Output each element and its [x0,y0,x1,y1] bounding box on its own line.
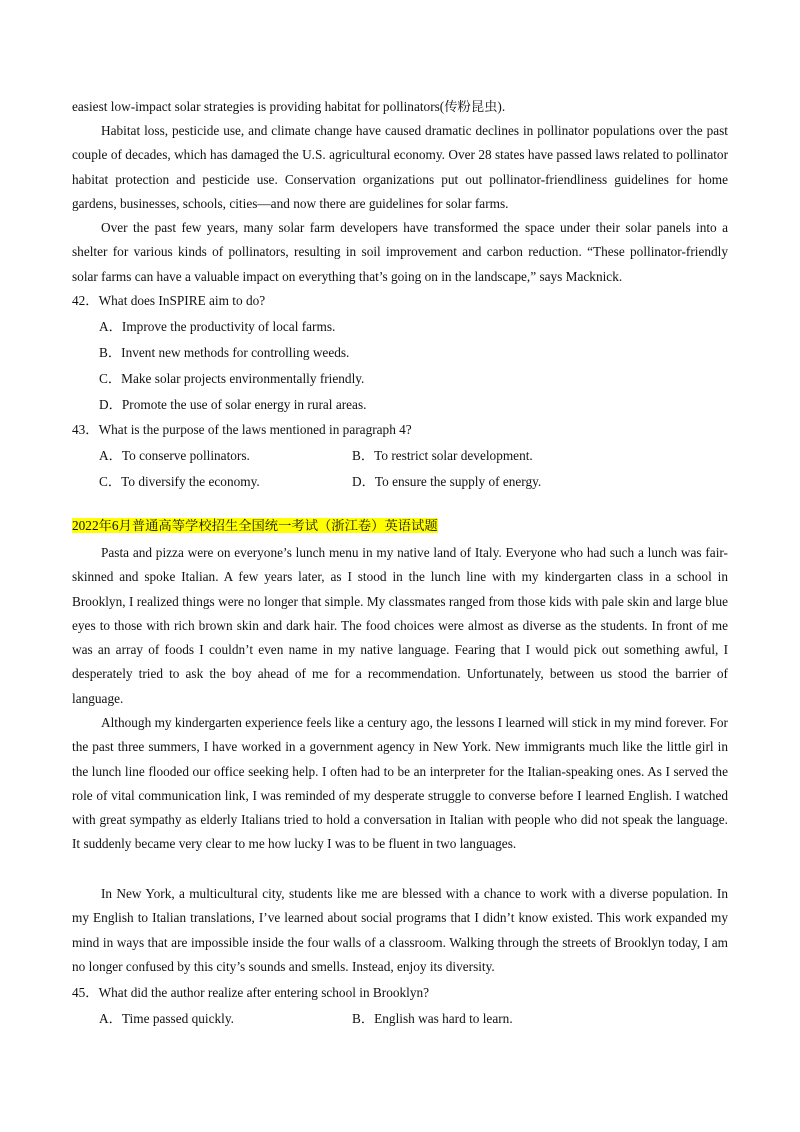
question-42-option-c: C．Make solar projects environmentally friendly. [99,371,365,386]
question-45-option-b: B．English was hard to learn. [352,1011,513,1026]
section-heading-text: 2022年6月普通高等学校招生全国统一考试（浙江卷）英语试题 [72,518,438,533]
question-43-option-a: A．To conserve pollinators. [99,448,250,463]
passage1-paragraph-4: Habitat loss, pesticide use, and climate change have caused dramatic declines in pollinator populations over the past couple of decades, which has damaged the U.S. agricultural economy. Over 28 states have passed laws related to pollinator habitat protection and pesticide use. Conservation organizations put out pollinator-friendliness guidelines for home gardens, businesses, schools, cities—and now there are guidelines for solar farms. [72,123,728,211]
passage2-paragraph-1: Pasta and pizza were on everyone’s lunch menu in my native land of Italy. Everyone who had such a lunch was fair-skinned and spoke Italian. A few years later, as I stood in the lunch line with my kindergarten class in a school in Brooklyn, I realized things were no longer that simple. My classmates ranged from those kids with pale skin and large blue eyes to those with rich brown skin and dark hair. The food choices were almost as diverse as the students. In front of me was an array of foods I couldn’t even name in my native language. Fearing that I would pick out something awful, I desperately tried to ask the boy ahead of me for a recommendation. Unfortunately, between us stood the barrier of language. [72,545,728,706]
question-42-option-a: A．Improve the productivity of local farms. [99,319,336,334]
question-42-option-b: B．Invent new methods for controlling weeds. [99,345,350,360]
passage2-paragraph-3: In New York, a multicultural city, students like me are blessed with a chance to work with a diverse population. In my English to Italian translations, I’ve learned about social programs that I didn’t know existed. This work expanded my mind in ways that are impossible inside the four walls of a classroom. Walking through the streets of Brooklyn today, I am no longer confused by this city’s sounds and smells. Instead, enjoy its diversity. [72,886,728,974]
section-heading [72,514,438,538]
question-42-stem: 42．What does InSPIRE aim to do? [72,293,266,308]
question-45-stem: 45．What did the author realize after entering school in Brooklyn? [72,985,430,1000]
question-43-option-d: D．To ensure the supply of energy. [352,474,542,489]
question-45-option-a: A．Time passed quickly. [99,1011,234,1026]
question-43-option-c: C．To diversify the economy. [99,474,260,489]
passage1-paragraph-end: easiest low-impact solar strategies is providing habitat for pollinators(传粉昆虫). [72,99,506,114]
question-43-option-b: B．To restrict solar development. [352,448,533,463]
question-43-stem: 43．What is the purpose of the laws mentioned in paragraph 4? [72,422,412,437]
question-42-option-d: D．Promote the use of solar energy in rural areas. [99,397,367,412]
passage2-paragraph-2: Although my kindergarten experience feels like a century ago, the lessons I learned will stick in my mind forever. For the past three summers, I have worked in a government agency in New York. New immigrants much like the little girl in the lunch line flooded our office seeking help. I often had to be an interpreter for the Italian-speaking ones. As I served the role of vital communication link, I was reminded of my desperate struggle to converse before I learned English. I watched with great sympathy as elderly Italians tried to hold a conversation in Italian with people who did not speak the language. It suddenly became very clear to me how lucky I was to be fluent in two languages. [72,715,728,852]
passage1-paragraph-5: Over the past few years, many solar farm developers have transformed the space under their solar panels into a shelter for various kinds of pollinators, resulting in soil improvement and carbon reduction. “These pollinator-friendly solar farms can have a valuable impact on everything that’s going on in the landscape,” says Macknick. [72,220,728,284]
